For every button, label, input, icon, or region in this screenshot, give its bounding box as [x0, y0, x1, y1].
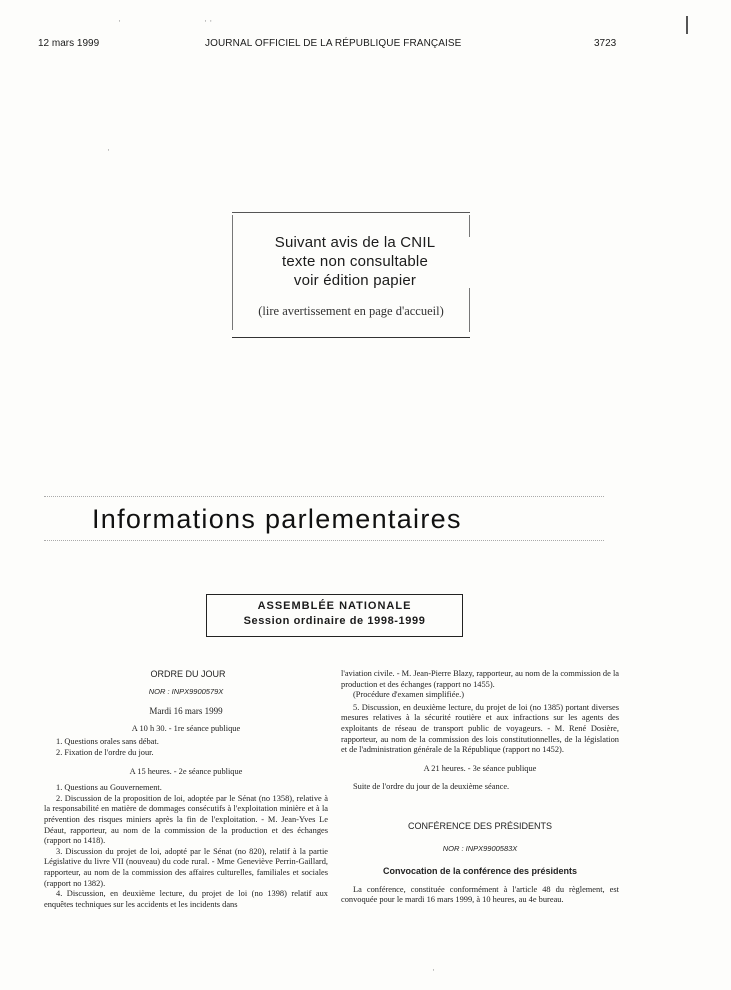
agenda-title: ORDRE DU JOUR — [150, 669, 226, 679]
notice-left-rule — [232, 215, 233, 330]
scan-speck: · — [432, 965, 435, 975]
sitting-2-item: 1. Questions au Gouvernement. — [56, 783, 162, 793]
section-title: Informations parlementaires — [92, 504, 462, 534]
banner-texture-bottom — [44, 540, 604, 543]
scan-speck: · · — [204, 16, 213, 26]
notice-top-rule — [232, 212, 470, 213]
scan-speck: · — [118, 16, 121, 26]
agenda-date: Mardi 16 mars 1999 — [149, 706, 223, 717]
conference-nor: NOR : INPX9900583X — [442, 843, 518, 853]
notice-bottom-rule — [232, 337, 470, 338]
notice-line-4: (lire avertissement en page d'accueil) — [258, 304, 444, 318]
chamber-session: Session ordinaire de 1998-1999 — [243, 615, 426, 627]
sitting-2-item: 4. Discussion, en deuxième lecture, du projet de loi (no 1398) relatif aux enquêtes techniques sur les accidents et les incidents dans — [44, 889, 328, 909]
sitting-1-item: 1. Questions orales sans débat. — [56, 737, 159, 747]
conference-heading: Convocation de la conférence des présidents — [382, 866, 578, 877]
sitting-3: A 21 heures. - 3e séance publique — [423, 763, 537, 773]
right-column — [341, 669, 619, 906]
notice-line-1: Suivant avis de la CNIL — [274, 234, 436, 251]
agenda-nor: NOR : INPX9900579X — [148, 686, 224, 696]
scan-mark — [686, 16, 688, 34]
chamber-name: ASSEMBLÉE NATIONALE — [257, 600, 412, 612]
item-4-procedure: (Procédure d'examen simplifiée.) — [353, 690, 465, 700]
notice-line-2: texte non consultable — [282, 253, 428, 270]
sitting-3-body: Suite de l'ordre du jour de la deuxième séance. — [353, 782, 510, 792]
item-4-continuation: l'aviation civile. - M. Jean-Pierre Blazy, rapporteur, au nom de la commission de la production et des échanges (rapport no 1455). — [341, 669, 619, 689]
sitting-2-item: 3. Discussion du projet de loi, adopté par le Sénat (no 820), relatif à la partie Législative du livre VII (nouveau) du code rural. - Mme Geneviève Perrin-Gaillard, rapporteur, au nom de la commission des affaires culturelles, familiales et sociales (rapport no 1382). — [44, 846, 328, 888]
item-5: 5. Discussion, en deuxième lecture, du projet de loi (no 1385) portant diverses mesures relatives à la sécurité routière et aux infractions sur les agents des exploitants de réseau de transport public de voyageurs. - M. René Dosière, rapporteur, au nom de la commission des lois constitutionnelles, de la législation et de l'administration générale de la République (rapport no 1452). — [341, 702, 619, 755]
sitting-2: A 15 heures. - 2e séance publique — [129, 766, 243, 776]
notice-line-3: voir édition papier — [293, 272, 417, 289]
notice-right-rule-lower — [469, 288, 470, 332]
conference-body: La conférence, constituée conformément à l'article 48 du règlement, est convoquée pour le mardi 16 mars 1999, à 10 heures, au 4e bureau. — [341, 884, 619, 905]
sitting-1: A 10 h 30. - 1re séance publique — [131, 723, 241, 733]
notice-right-rule — [469, 215, 470, 237]
banner-texture-top — [44, 496, 604, 499]
conference-title: CONFÉRENCE DES PRÉSIDENTS — [407, 820, 553, 831]
sitting-1-item: 2. Fixation de l'ordre du jour. — [56, 747, 154, 757]
journal-title: JOURNAL OFFICIEL DE LA RÉPUBLIQUE FRANÇAISE — [205, 38, 462, 49]
scan-speck: · — [107, 145, 110, 155]
sitting-2-item: 2. Discussion de la proposition de loi, adoptée par le Sénat (no 1358), relative à la responsabilité en matière de dommages consécutifs à l'exploitation minière et à la prévention des risques miniers après la fin de l'exploitation. - M. Jean-Yves Le Déaut, rapporteur, au nom de la commission de la production et des échanges (rapport no 1418). — [44, 793, 328, 846]
page-number: 3723 — [594, 38, 617, 49]
header-date: 12 mars 1999 — [38, 38, 100, 49]
left-column — [44, 669, 328, 910]
